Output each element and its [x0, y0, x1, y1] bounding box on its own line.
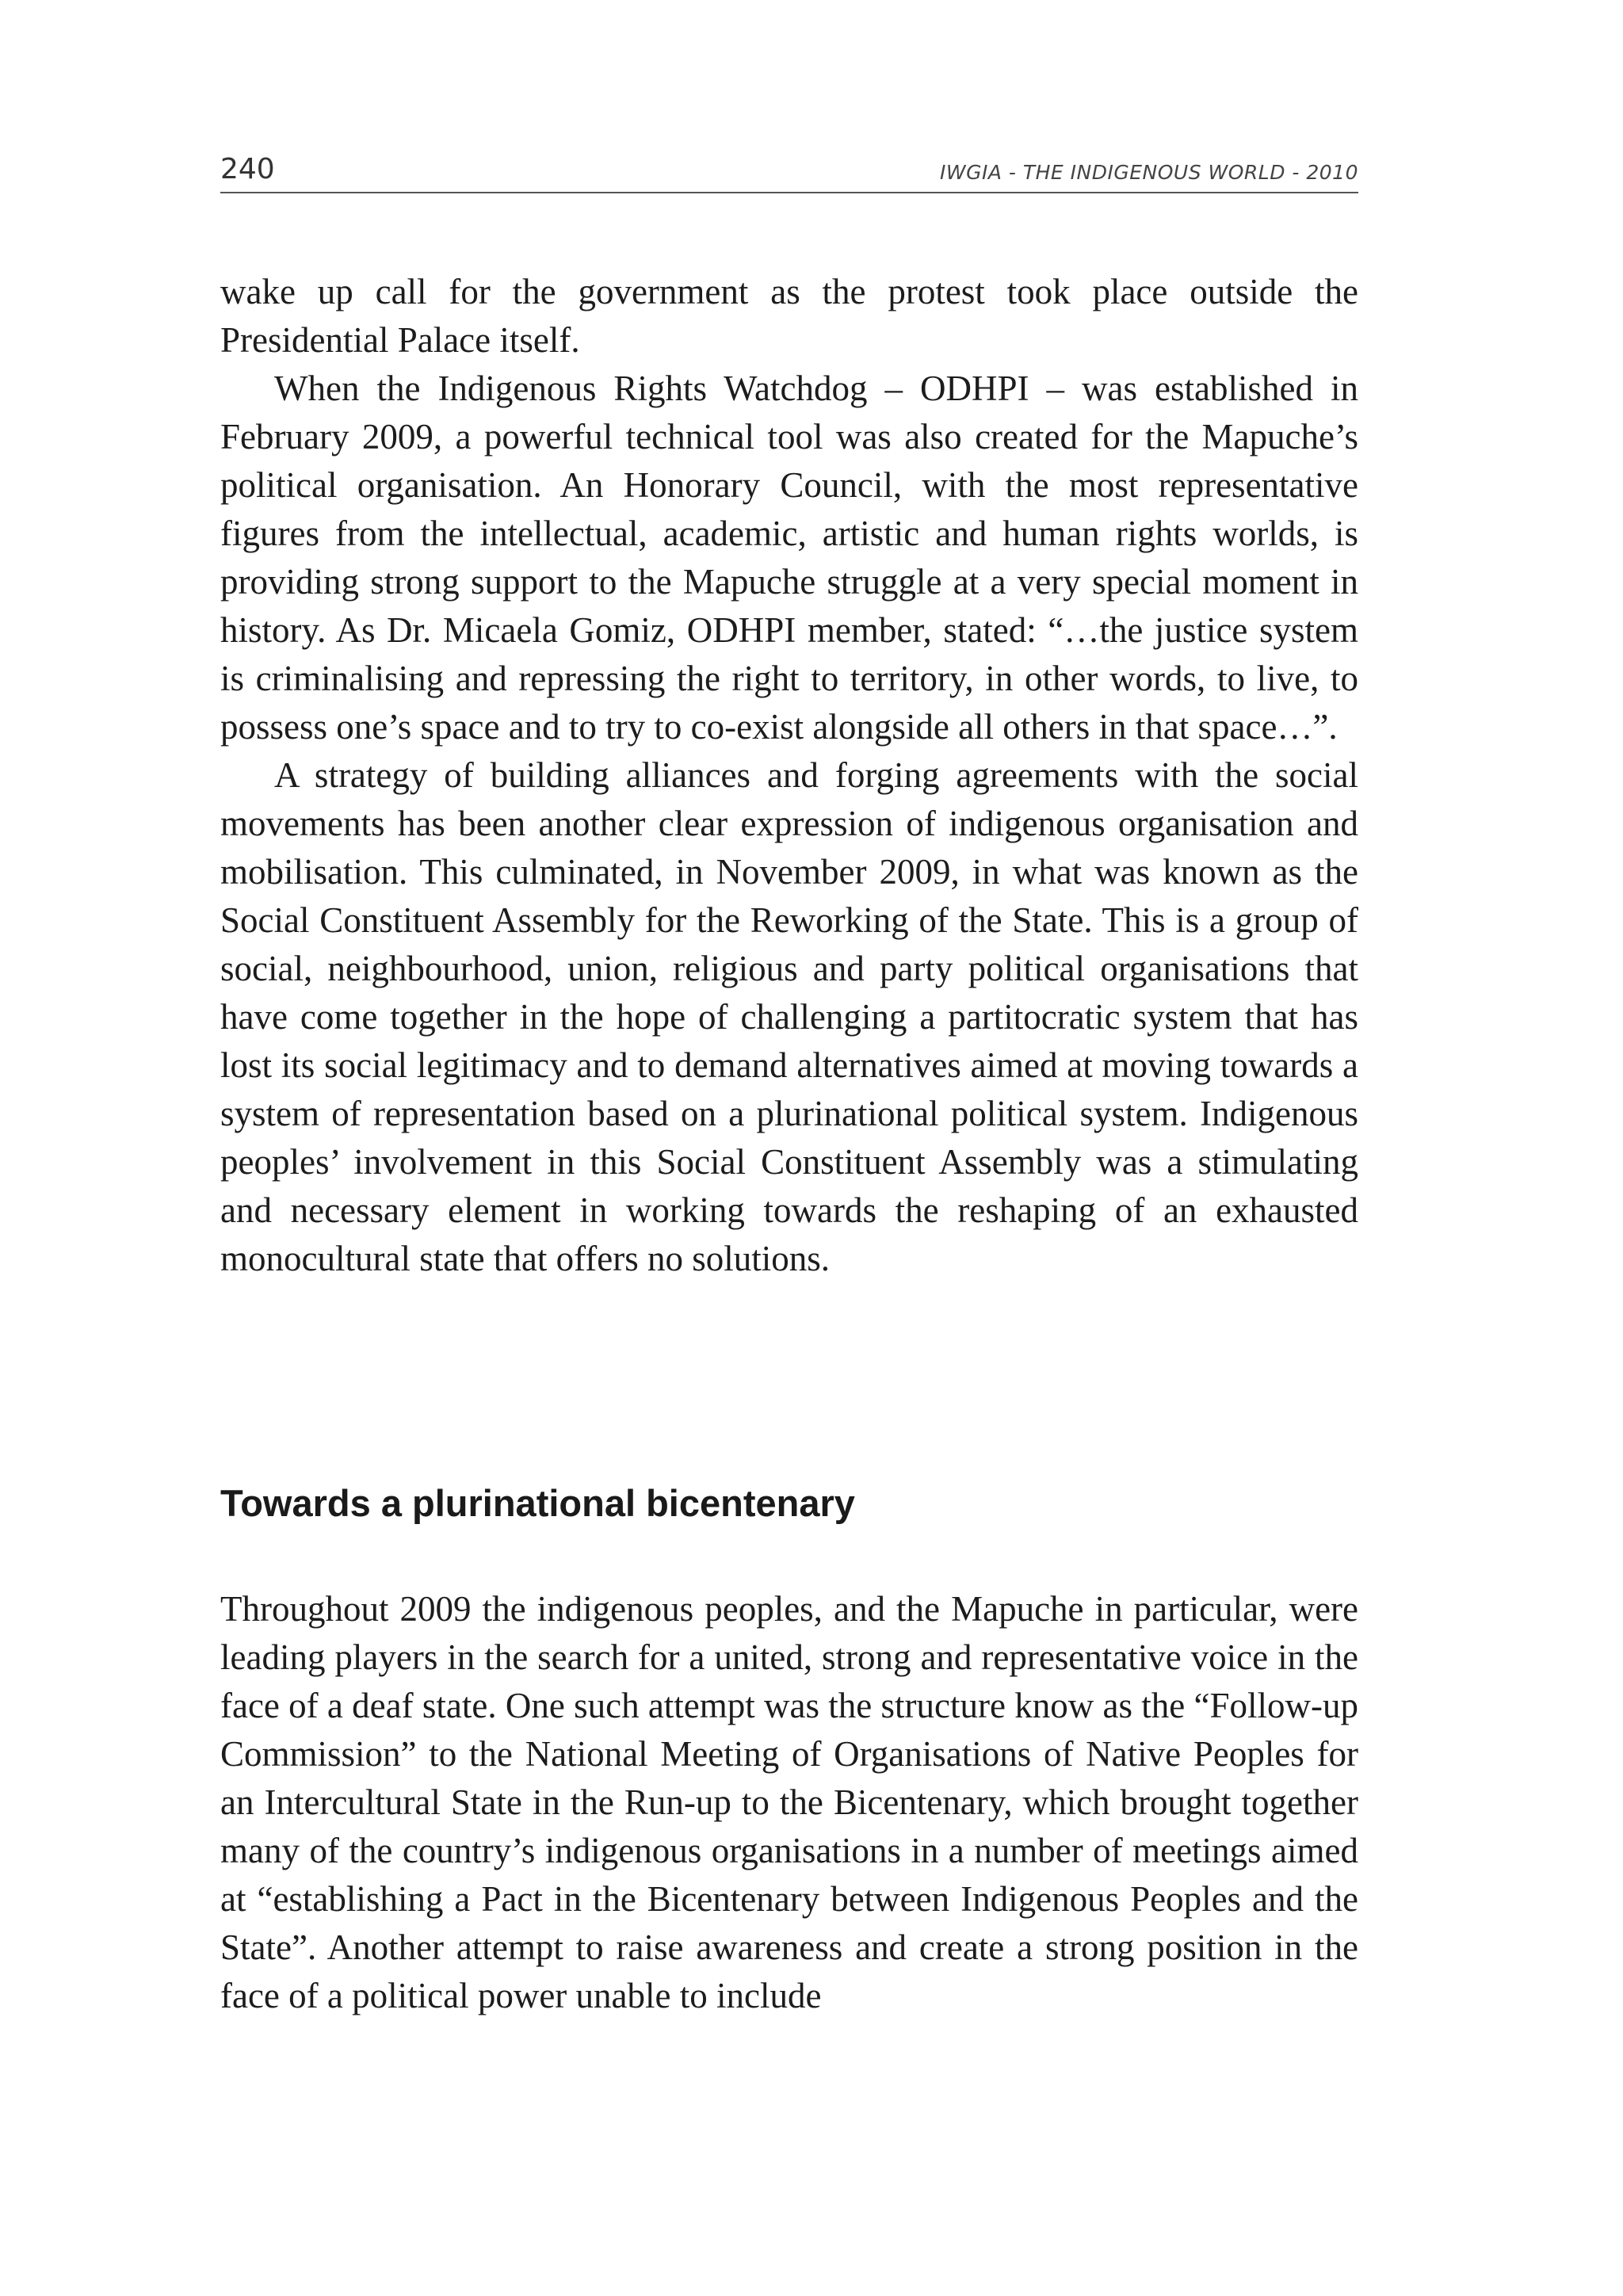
section-heading: Towards a plurinational bicentenary	[220, 1482, 855, 1524]
paragraph-continuation: wake up call for the government as the protest took place outside the Presidential Palace itself.	[220, 272, 1358, 360]
running-header	[220, 152, 1358, 193]
paragraph-bicentenary: Throughout 2009 the indigenous peoples, and the Mapuche in particular, were leading players in the search for a united, strong and representative voice in the face of a deaf state. One such attempt was the structure know as the “Follow-up Commission” to the National Meeting of Organisations of Native Peoples for an Intercultural State in the Run-up to the Bicentenary, which brought together many of the country’s indigenous organisations in a number of meetings aimed at “establishing a Pact in the Bicentenary between Indigenous Peoples and the State”. Another attempt to raise awareness and create a strong position in the face of a political power unable to include	[220, 1589, 1358, 2015]
page-number: 240	[220, 153, 275, 185]
body-text-block	[220, 268, 1358, 1283]
paragraph-odhpi: When the Indigenous Rights Watchdog – ODHPI – was established in February 2009, a powerful technical tool was also created for the Mapuche’s political organisation. An Honorary Council, with the most representative figures from the intellectual, academic, artistic and human rights worlds, is providing strong support to the Mapuche struggle at a very special moment in history. As Dr. Micaela Gomiz, ODHPI member, stated: “…the justice system is criminalising and repressing the right to territory, in other words, to live, to possess one’s space and to try to co-exist alongside all others in that space…”.	[220, 369, 1358, 747]
paragraph-alliances: A strategy of building alliances and forging agreements with the social movements has been another clear expression of indigenous organisation and mobilisation. This culminated, in November 2009, in what was known as the Social Constituent Assembly for the Reworking of the State. This is a group of social, neighbourhood, union, religious and party political organisations that have come together in the hope of challenging a partitocratic system that has lost its social legitimacy and to demand alternatives aimed at moving towards a system of representation based on a plurinational political system. Indigenous peoples’ involvement in this Social Constituent Assembly was a stimulating and necessary element in working towards the reshaping of an exhausted monocultural state that offers no solutions.	[220, 755, 1358, 1278]
running-title: IWGIA - THE INDIGENOUS WORLD - 2010	[939, 161, 1358, 184]
section-body-text	[220, 1585, 1358, 2020]
